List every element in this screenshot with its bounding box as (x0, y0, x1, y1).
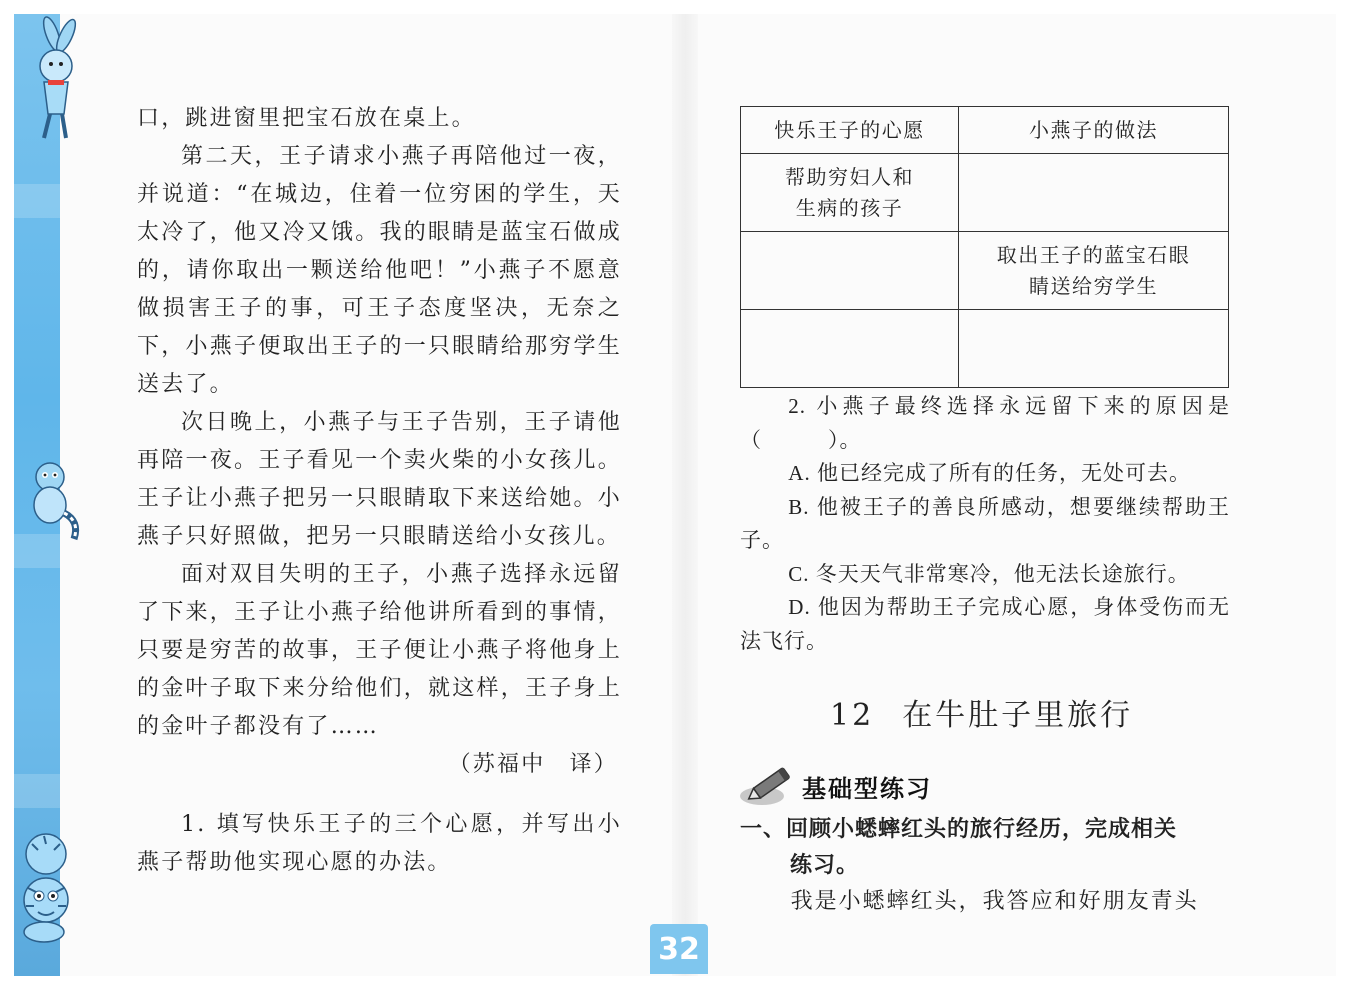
option-a[interactable]: A. 他已经完成了所有的任务，无处可去。 (788, 461, 1191, 485)
table-cell-text: 帮助穷妇人和生病的孩子 (785, 164, 914, 220)
lesson-title (830, 690, 1133, 734)
translator-attribution: （苏福中 译） (448, 752, 618, 777)
table-cell-text: 取出王子的蓝宝石眼睛送给穷学生 (996, 242, 1191, 298)
task-1-heading-line: 一、回顾小蟋蟀红头的旅行经历，完成相关 (740, 817, 1178, 842)
section-badge-label: 基础型练习 (802, 775, 932, 803)
right-page-content (740, 106, 1230, 658)
table-header-row (741, 107, 1229, 154)
task-1-heading (740, 812, 1230, 884)
table-row (741, 232, 1229, 310)
question-2-stem: 2. 小燕子最终选择永远留下来的原因是（ ）。 (740, 394, 1230, 452)
option-b[interactable]: B. 他被王子的善良所感动，想要继续帮助王子。 (740, 494, 1230, 552)
wishes-table (740, 106, 1229, 388)
left-page-text (137, 100, 622, 882)
section-badge (740, 762, 970, 808)
task-1-heading-line: 练习。 (790, 853, 860, 878)
lesson-name: 在牛肚子里旅行 (902, 698, 1134, 733)
story-paragraph: 面对双目失明的王子，小燕子选择永远留了下来，王子让小燕子给他讲所看到的事情，只要是穷苦的故事，王子便让小燕子将他身上的金叶子取下来分给他们，就这样，王子身上的金叶子都没有了…… (137, 562, 622, 739)
table-row (741, 154, 1229, 232)
answer-cell[interactable] (741, 310, 959, 388)
option-c[interactable]: C. 冬天天气非常寒冷，他无法长途旅行。 (788, 561, 1190, 586)
rabbit-mascot-icon (14, 14, 84, 144)
table-header: 快乐王子的心愿 (741, 107, 959, 154)
story-paragraph: 口，跳进窗里把宝石放在桌上。 (137, 106, 476, 131)
table-header: 小燕子的做法 (959, 107, 1229, 154)
task-1-body: 我是小蟋蟀红头，我答应和好朋友青头 (790, 889, 1199, 914)
lesson-number: 12 (830, 698, 875, 733)
story-paragraph: 第二天，王子请求小燕子再陪他过一夜，并说道：“在城边，住着一位穷困的学生，天太冷了，他又冷又饿。我的眼睛是蓝宝石做成的，请你取出一颗送给他吧！”小燕子不愿意做损害王子的事，可王子态度坚决，无奈之下，小燕子便取出王子的一只眼睛给那穷学生送去了。 (137, 144, 622, 397)
option-d[interactable]: D. 他因为帮助王子完成心愿，身体受伤而无法飞行。 (740, 595, 1230, 653)
tiger-mascot-icon (14, 828, 84, 948)
question-2 (740, 390, 1230, 658)
answer-cell[interactable] (959, 154, 1229, 232)
table-cell (741, 154, 959, 232)
table-row (741, 310, 1229, 388)
answer-cell[interactable] (741, 232, 959, 310)
table-cell (959, 232, 1229, 310)
answer-cell[interactable] (959, 310, 1229, 388)
page-number: 32 (650, 924, 708, 974)
question-1: 1. 填写快乐王子的三个心愿，并写出小燕子帮助他实现心愿的办法。 (137, 812, 622, 875)
raccoon-mascot-icon (14, 455, 84, 545)
pencil-icon (740, 762, 800, 808)
story-paragraph: 次日晚上，小燕子与王子告别，王子请他再陪一夜。王子看见一个卖火柴的小女孩儿。王子让小燕子把另一只眼睛取下来送给她。小燕子只好照做，把另一只眼睛送给小女孩儿。 (137, 410, 622, 549)
book-gutter (672, 14, 698, 976)
